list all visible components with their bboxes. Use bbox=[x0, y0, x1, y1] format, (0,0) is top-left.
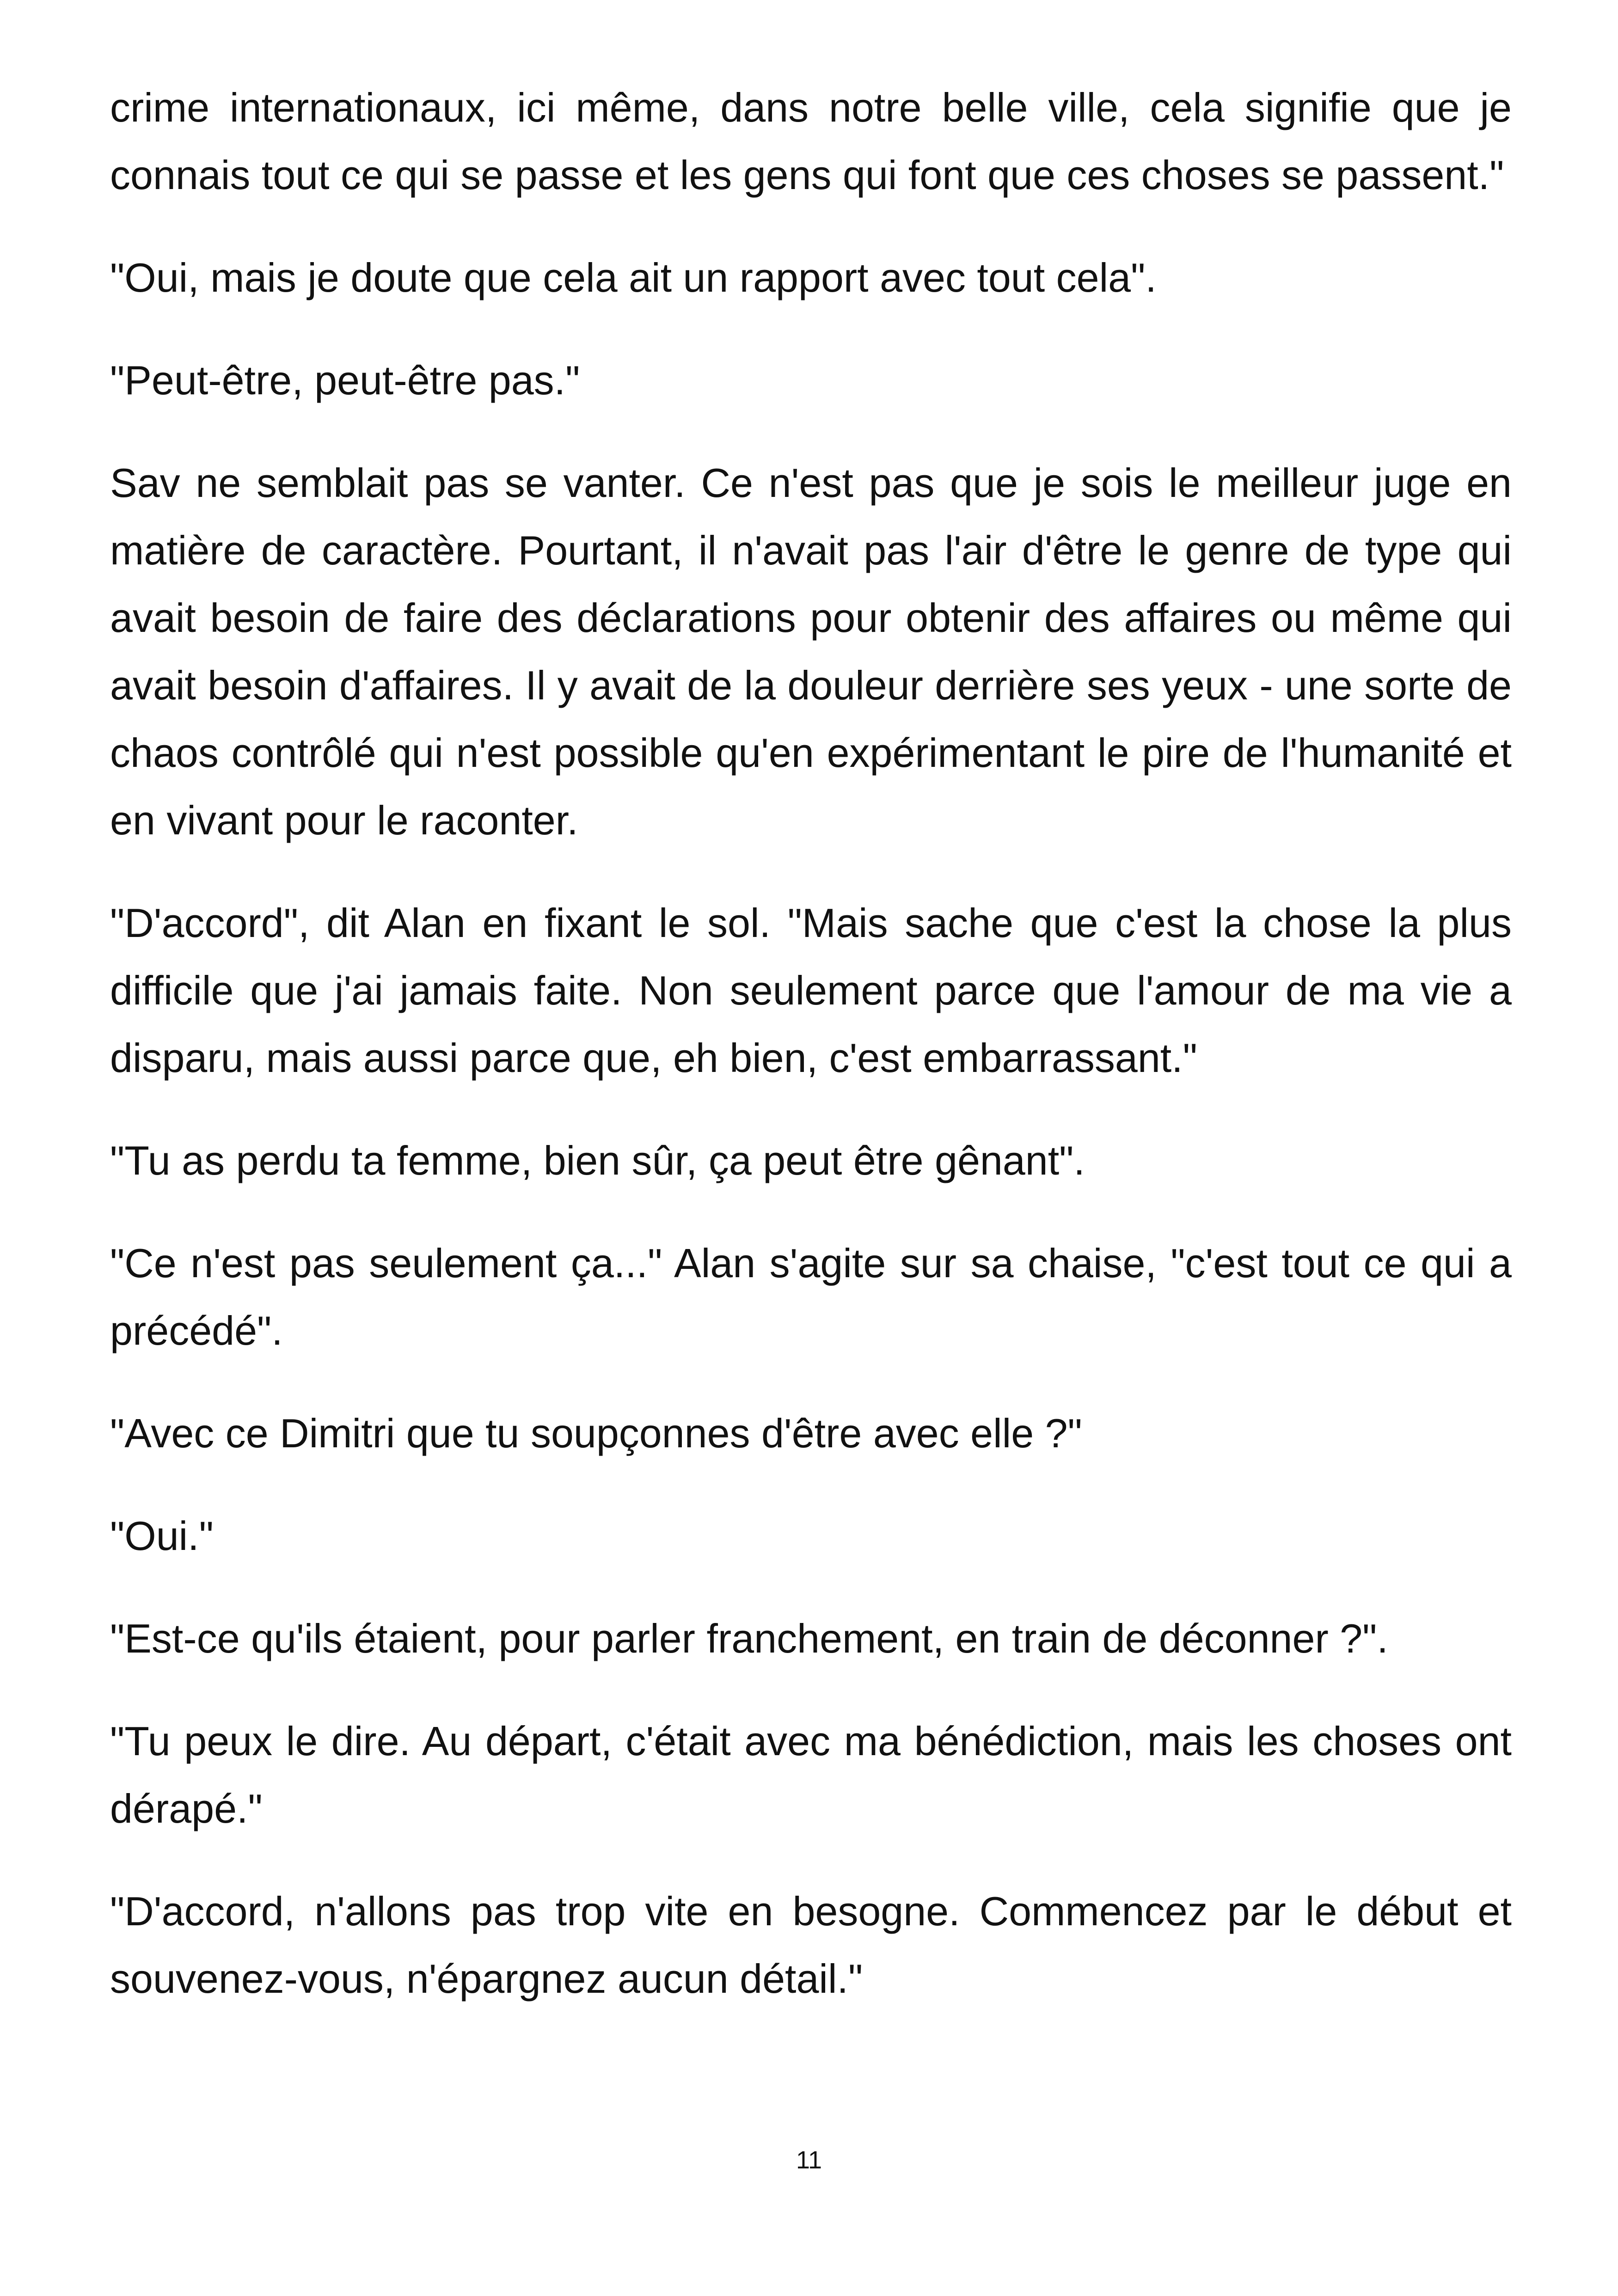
paragraph-4: Sav ne semblait pas se vanter. Ce n'est pas que je sois le meilleur juge en matière de caractère. Pourtant, il n'avait pas l'air d'être le genre de type qui avait besoin de faire des déclarations pour obtenir des affaires ou même qui avait besoin d'affaires. Il y avait de la douleur derrière ses yeux - une sorte de chaos contrôlé qui n'est possible qu'en expérimentant le pire de l'humanité et en vivant pour le raconter. bbox=[110, 460, 1512, 843]
paragraph-12: "D'accord, n'allons pas trop vite en besogne. Commencez par le début et souvenez-vous, n'épargnez aucun détail." bbox=[110, 1888, 1512, 2002]
paragraph-6: "Tu as perdu ta femme, bien sûr, ça peut être gênant". bbox=[110, 1138, 1085, 1183]
paragraph-10: "Est-ce qu'ils étaient, pour parler franchement, en train de déconner ?". bbox=[110, 1616, 1388, 1661]
paragraph-1: crime internationaux, ici même, dans notre belle ville, cela signifie que je connais tout ce qui se passe et les gens qui font que ces choses se passent." bbox=[110, 85, 1512, 198]
paragraph-2: "Oui, mais je doute que cela ait un rapport avec tout cela". bbox=[110, 255, 1157, 300]
page-body bbox=[110, 74, 1512, 2048]
paragraph-3: "Peut-être, peut-être pas." bbox=[110, 357, 580, 403]
paragraph-11: "Tu peux le dire. Au départ, c'était avec ma bénédiction, mais les choses ont dérapé." bbox=[110, 1718, 1512, 1831]
paragraph-5: "D'accord", dit Alan en fixant le sol. "Mais sache que c'est la chose la plus difficile que j'ai jamais faite. Non seulement parce que l'amour de ma vie a disparu, mais aussi parce que, eh bien, c'est embarrassant." bbox=[110, 900, 1512, 1081]
page-number: 11 bbox=[796, 2146, 822, 2174]
paragraph-8: "Avec ce Dimitri que tu soupçonnes d'être avec elle ?" bbox=[110, 1410, 1082, 1456]
paragraph-9: "Oui." bbox=[110, 1513, 214, 1559]
paragraph-7: "Ce n'est pas seulement ça..." Alan s'agite sur sa chaise, "c'est tout ce qui a précédé". bbox=[110, 1240, 1512, 1353]
